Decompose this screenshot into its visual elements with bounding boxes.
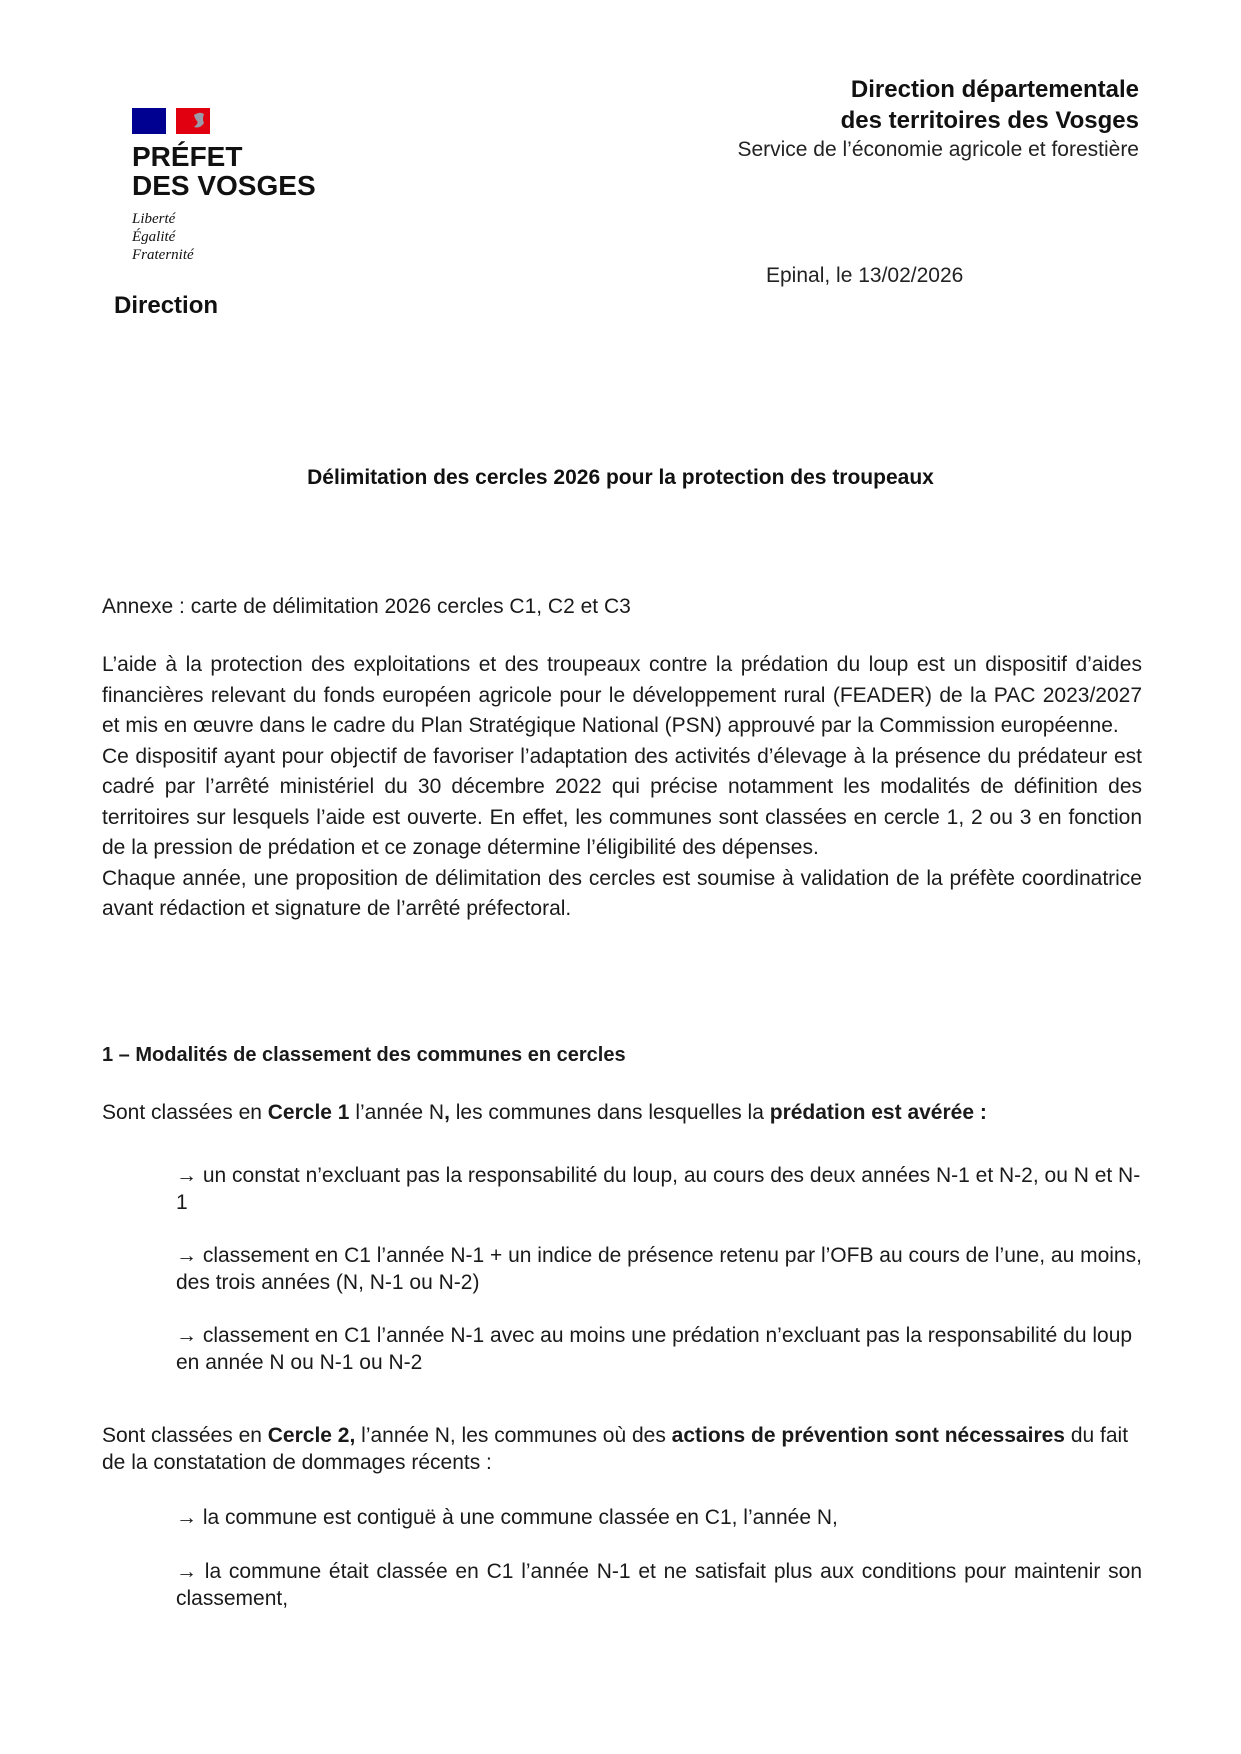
bold-predation-averee: prédation est avérée :: [769, 1101, 987, 1124]
paragraph-2: Ce dispositif ayant pour objectif de favoriser l’adaptation des activités d’élevage à la présence du prédateur est cadré par l’arrêté ministériel du 30 décembre 2022 qui précise notamment les modalités de définition des territoires sur lesquels l’aide est ouverte. En effet, les communes sont classées en cercle 1, 2 ou 3 en fonction de la pression de prédation et ce zonage détermine l’éligibilité des dépenses.: [102, 744, 1142, 859]
bold-comma: ,: [444, 1101, 450, 1124]
introduction: [102, 650, 1142, 925]
cercle-1-criterion-2: → classement en C1 l’année N-1 + un indice de présence retenu par l’OFB au cours de l’une, au moins, des trois années (N, N-1 ou N-2): [176, 1244, 1142, 1294]
sender-service: Service de l’économie agricole et forestière: [737, 138, 1139, 161]
sender-header: [737, 74, 1139, 164]
cercle-1-criterion-1: → un constat n’excluant pas la responsabilité du loup, au cours des deux années N-1 et N-2, ou N et N-1: [176, 1164, 1141, 1214]
document-title: Délimitation des cercles 2026 pour la protection des troupeaux: [307, 466, 934, 489]
sender-line1: Direction départementale: [850, 76, 1139, 103]
prefecture-name-line2: DES VOSGES: [132, 170, 316, 201]
text-run: du fait de la constatation de dommages récents :: [102, 1424, 1129, 1474]
bold-actions-prevention: actions de prévention sont nécessaires: [671, 1424, 1065, 1447]
cercle-2-criterion-1: → la commune est contiguë à une commune classée en C1, l’année N,: [176, 1506, 838, 1529]
annex-line: Annexe : carte de délimitation 2026 cercles C1, C2 et C3: [102, 595, 631, 618]
section-1-title: 1 – Modalités de classement des communes en cercles: [102, 1044, 626, 1066]
direction-label: Direction: [114, 292, 219, 319]
prefecture-name-line1: PRÉFET: [132, 141, 243, 172]
paragraph-1: L’aide à la protection des exploitations et des troupeaux contre la prédation du loup est un dispositif d’aides financières relevant du fonds européen agricole pour le développement rural (FEADER) de la PAC 2023/2027 et mis en œuvre dans le cadre du Plan Stratégique National (PSN) approuvé par la Commission européenne.: [102, 653, 1142, 737]
sender-line2: des territoires des Vosges: [840, 107, 1139, 134]
motto-fraternite: Fraternité: [132, 247, 194, 263]
paragraph-3: Chaque année, une proposition de délimitation des cercles est soumise à validation de la préfète coordinatrice avant rédaction et signature de l’arrêté préfectoral.: [102, 866, 1142, 920]
document-date: Epinal, le 13/02/2026: [766, 264, 964, 287]
text-run: l’année N, les communes où des: [355, 1424, 672, 1447]
marianne-flag-icon: [132, 108, 210, 134]
bold-cercle-2: Cercle 2,: [267, 1424, 356, 1447]
text-run: les communes dans lesquelles la: [449, 1101, 770, 1124]
text-run: l’année N: [349, 1101, 445, 1124]
motto-liberte: Liberté: [132, 211, 176, 227]
marianne-profile-icon: [192, 111, 212, 131]
republic-motto: [132, 210, 432, 264]
cercle-2-intro: [102, 1422, 1142, 1476]
bold-cercle-1: Cercle 1: [267, 1101, 350, 1124]
text-run: Sont classées en: [102, 1424, 268, 1447]
motto-egalite: Égalité: [132, 229, 176, 245]
text-run: Sont classées en: [102, 1101, 268, 1124]
prefecture-logo: [132, 108, 432, 264]
cercle-2-criterion-2: → la commune était classée en C1 l’année N-1 et ne satisfait plus aux conditions pour maintenir son classement,: [176, 1560, 1142, 1610]
cercle-1-intro: [102, 1098, 1142, 1129]
cercle-1-criterion-3: → classement en C1 l’année N-1 avec au moins une prédation n’excluant pas la responsabilité du loup en année N ou N-1 ou N-2: [176, 1324, 1133, 1374]
